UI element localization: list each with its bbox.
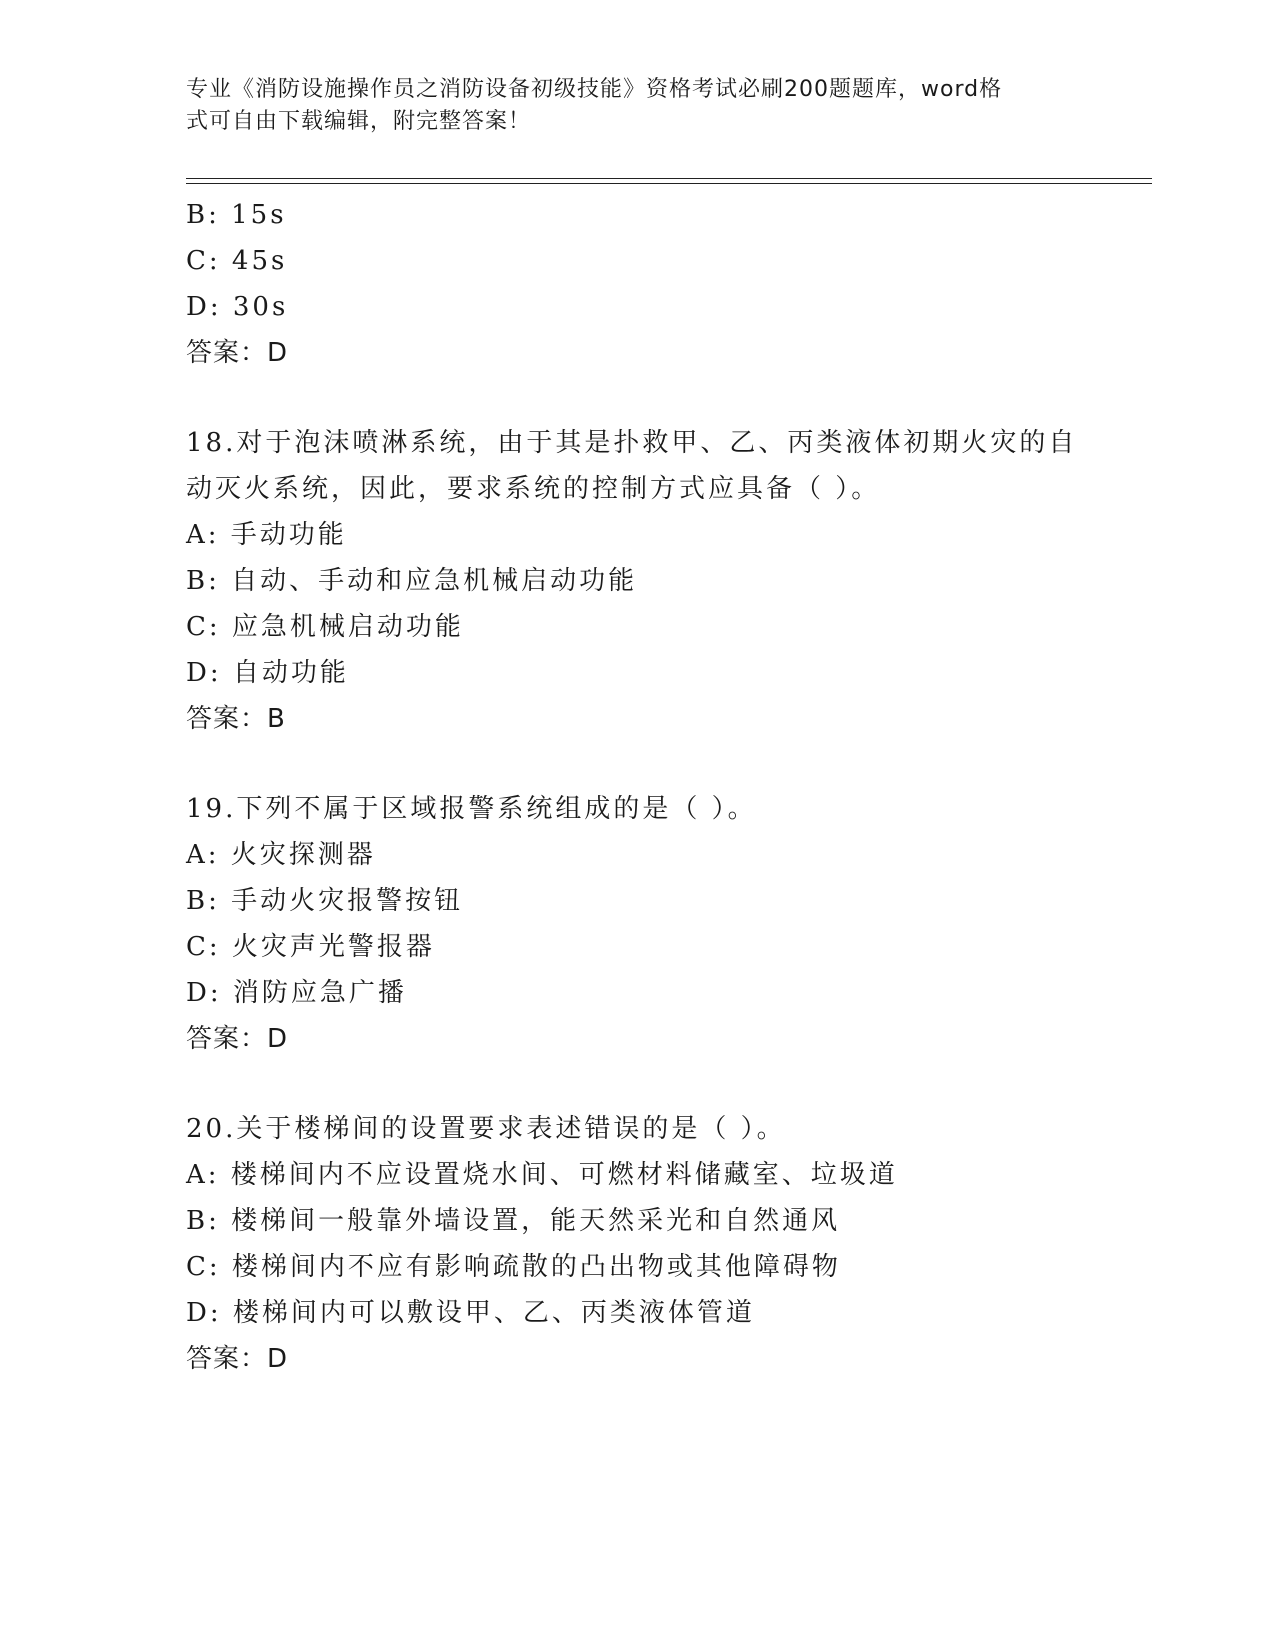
option-b: B: 楼梯间一般靠外墙设置，能天然采光和自然通风 [186,1206,841,1236]
answer: 答案：D [186,338,289,368]
question-stem-line: 19.下列不属于区域报警系统组成的是（ ）。 [186,794,757,824]
option-b: B: 15s [186,200,287,230]
header-divider-bottom [186,183,1152,184]
option-b: B: 自动、手动和应急机械启动功能 [186,566,638,596]
question-stem-line: 18.对于泡沫喷淋系统，由于其是扑救甲、乙、丙类液体初期火灾的自 [186,428,1078,458]
option-d: D: 30s [186,292,289,322]
option-a: A: 手动功能 [186,520,347,550]
header-divider-top [186,178,1152,179]
question-stem-line: 20.关于楼梯间的设置要求表述错误的是（ ）。 [186,1114,786,1144]
header-line-2: 式可自由下载编辑，附完整答案！ [186,109,532,134]
header-line-1: 专业《消防设施操作员之消防设备初级技能》资格考试必刷200题题库，word格 [186,77,1003,102]
option-c: C: 火灾声光警报器 [186,932,435,962]
option-a: A: 楼梯间内不应设置烧水间、可燃材料储藏室、垃圾道 [186,1160,898,1190]
option-b: B: 手动火灾报警按钮 [186,886,464,916]
document-header [186,74,1066,138]
question-18 [186,420,1086,742]
option-d: D: 消防应急广播 [186,978,407,1008]
question-19 [186,786,1086,1062]
option-d: D: 自动功能 [186,658,349,688]
question-20 [186,1106,1086,1382]
option-d: D: 楼梯间内可以敷设甲、乙、丙类液体管道 [186,1298,755,1328]
option-a: A: 火灾探测器 [186,840,376,870]
question-17-tail [186,192,1086,376]
answer: 答案：D [186,1344,289,1374]
option-c: C: 应急机械启动功能 [186,612,464,642]
option-c: C: 45s [186,246,288,276]
question-stem-line: 动灭火系统，因此，要求系统的控制方式应具备（ ）。 [186,474,881,504]
question-list [186,192,1086,1382]
answer: 答案：B [186,704,286,734]
option-c: C: 楼梯间内不应有影响疏散的凸出物或其他障碍物 [186,1252,841,1282]
answer: 答案：D [186,1024,289,1054]
